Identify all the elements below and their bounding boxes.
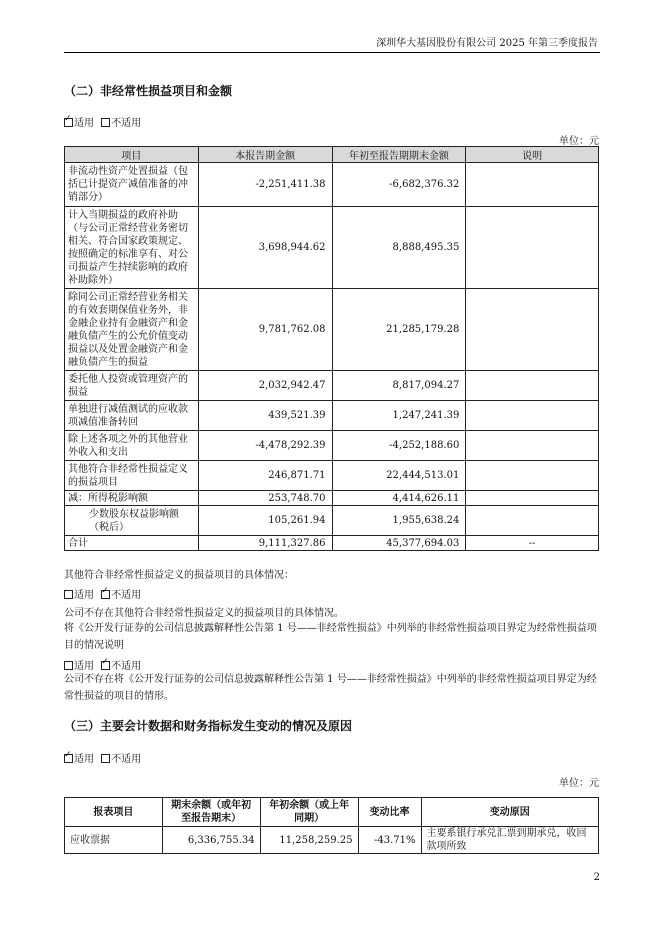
not-applicable-label: 不适用 (111, 590, 142, 601)
end-balance-cell: 6,336,755.34 (162, 827, 260, 854)
table-row (65, 506, 599, 536)
section-title-non-recurring: （二）非经常性损益项目和金额 (64, 84, 233, 98)
table-header-row (65, 798, 599, 827)
ytd-amount-cell: 1,955,638.24 (332, 506, 466, 536)
other-items-title: 其他符合非经常性损益定义的损益项目的具体情况： (64, 570, 294, 581)
current-amount-cell: 105,261.94 (198, 506, 332, 536)
applicability-options (64, 114, 141, 129)
current-amount-cell: 2,032,942.47 (198, 371, 332, 401)
note-cell: -- (466, 536, 599, 551)
note-cell (466, 163, 599, 207)
column-header: 变动比率 (358, 798, 421, 827)
current-amount-cell: 9,111,327.86 (198, 536, 332, 551)
ytd-amount-cell: 45,377,694.03 (332, 536, 466, 551)
column-header: 变动原因 (421, 798, 598, 827)
note-cell (466, 371, 599, 401)
checkbox-unchecked-icon[interactable] (64, 661, 73, 670)
unit-label: 单位：元 (559, 136, 599, 147)
table-row (65, 827, 599, 854)
table-row (65, 371, 599, 401)
table-total-row (65, 536, 599, 551)
applicable-label: 适用 (74, 661, 94, 672)
current-amount-cell: 9,781,762.08 (198, 289, 332, 371)
checkbox-checked-icon[interactable] (101, 590, 110, 599)
item-cell: 少数股东权益影响额（税后） (65, 506, 199, 536)
applicability-options (64, 750, 141, 765)
not-applicable-label: 不适用 (111, 118, 142, 129)
column-header: 期末余额（或年初至报告期末） (162, 798, 260, 827)
current-amount-cell: 253,748.70 (198, 491, 332, 506)
checkbox-checked-icon[interactable] (64, 118, 73, 127)
column-header: 说明 (466, 147, 599, 163)
table-row (65, 289, 599, 371)
checkbox-unchecked-icon[interactable] (101, 118, 110, 127)
table-row (65, 163, 599, 207)
note-cell (466, 506, 599, 536)
note-cell (466, 431, 599, 461)
page-number: 2 (593, 872, 600, 883)
ytd-amount-cell: 8,888,495.35 (332, 207, 466, 289)
table-row (65, 207, 599, 289)
item-cell: 除同公司正常经营业务相关的有效套期保值业务外，非金融企业持有金融资产和金融负债产生的公允价值变动损益以及处置金融资产和金融负债产生的损益 (65, 289, 199, 371)
current-amount-cell: 439,521.39 (198, 401, 332, 431)
begin-balance-cell: 11,258,259.25 (260, 827, 358, 854)
applicable-label: 适用 (74, 118, 94, 129)
current-amount-cell: 246,871.71 (198, 461, 332, 491)
page-header: 深圳华大基因股份有限公司 2025 年第三季度报告 (376, 38, 598, 49)
table-row (65, 431, 599, 461)
unit-label: 单位：元 (559, 778, 599, 789)
non-recurring-table (64, 146, 599, 551)
item-cell: 计入当期损益的政府补助（与公司正常经营业务密切相关、符合国家政策规定、按照确定的标准享有、对公司损益产生持续影响的政府补助除外） (65, 207, 199, 289)
table-header-row (65, 147, 599, 163)
ytd-amount-cell: 8,817,094.27 (332, 371, 466, 401)
item-cell: 单独进行减值测试的应收款项减值准备转回 (65, 401, 199, 431)
column-header: 年初余额（或上年同期） (260, 798, 358, 827)
applicable-label: 适用 (74, 754, 94, 765)
item-cell: 应收票据 (65, 827, 163, 854)
item-cell: 减：所得税影响额 (65, 491, 199, 506)
checkbox-unchecked-icon[interactable] (101, 754, 110, 763)
ytd-amount-cell: 1,247,241.39 (332, 401, 466, 431)
ytd-amount-cell: 4,414,626.11 (332, 491, 466, 506)
item-cell: 其他符合非经常性损益定义的损益项目 (65, 461, 199, 491)
note-cell (466, 289, 599, 371)
applicability-options (64, 586, 141, 601)
item-cell: 除上述各项之外的其他营业外收入和支出 (65, 431, 199, 461)
column-header: 项目 (65, 147, 199, 163)
applicable-label: 适用 (74, 590, 94, 601)
table-row (65, 461, 599, 491)
column-header: 报表项目 (65, 798, 163, 827)
reclassification-title: 将《公开发行证券的公司信息披露解释性公告第 1 号——非经常性损益》中列举的非经常性损益项目界定为经常性损益项目的情况说明 (64, 623, 597, 651)
key-changes-table (64, 797, 599, 854)
not-applicable-label: 不适用 (111, 754, 142, 765)
item-cell: 非流动性资产处置损益（包括已计提资产减值准备的冲销部分） (65, 163, 199, 207)
current-amount-cell: -2,251,411.38 (198, 163, 332, 207)
header-divider (64, 52, 600, 53)
column-header: 年初至报告期期末金额 (332, 147, 466, 163)
change-reason-cell: 主要系银行承兑汇票到期承兑，收回款项所致 (421, 827, 598, 854)
note-cell (466, 461, 599, 491)
current-amount-cell: 3,698,944.62 (198, 207, 332, 289)
other-items-description: 公司不存在其他符合非经常性损益定义的损益项目的具体情况。 (64, 608, 344, 619)
ytd-amount-cell: -6,682,376.32 (332, 163, 466, 207)
checkbox-checked-icon[interactable] (64, 754, 73, 763)
note-cell (466, 207, 599, 289)
section-title-key-changes: （三）主要会计数据和财务指标发生变动的情况及原因 (64, 719, 353, 733)
checkbox-checked-icon[interactable] (101, 661, 110, 670)
ytd-amount-cell: 22,444,513.01 (332, 461, 466, 491)
ytd-amount-cell: 21,285,179.28 (332, 289, 466, 371)
table-row (65, 401, 599, 431)
item-cell: 合计 (65, 536, 199, 551)
change-ratio-cell: -43.71% (358, 827, 421, 854)
applicability-options (64, 657, 141, 672)
note-cell (466, 401, 599, 431)
item-cell: 委托他人投资或管理资产的损益 (65, 371, 199, 401)
column-header: 本报告期金额 (198, 147, 332, 163)
checkbox-unchecked-icon[interactable] (64, 590, 73, 599)
ytd-amount-cell: -4,252,188.60 (332, 431, 466, 461)
note-cell (466, 491, 599, 506)
current-amount-cell: -4,478,292.39 (198, 431, 332, 461)
not-applicable-label: 不适用 (111, 661, 142, 672)
reclassification-description: 公司不存在将《公开发行证券的公司信息披露解释性公告第 1 号——非经常性损益》中列举的非经常性损益项目界定为经常性损益的项目的情形。 (64, 674, 597, 702)
table-row (65, 491, 599, 506)
